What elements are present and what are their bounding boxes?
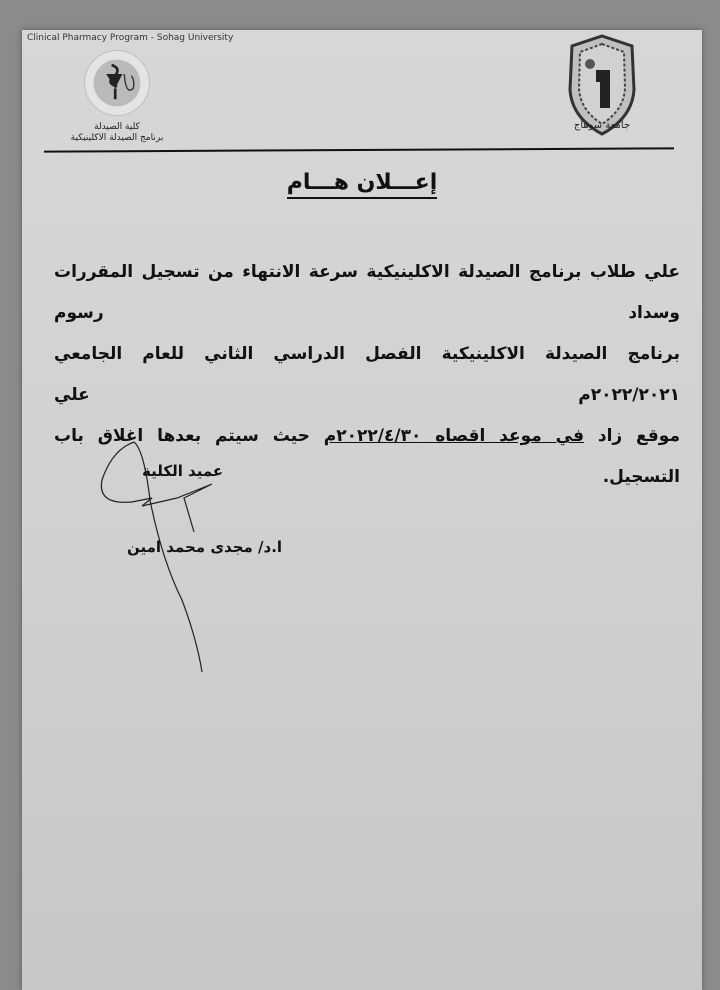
header-divider (44, 147, 674, 152)
faculty-name (42, 122, 192, 144)
clinical-pharmacy-program-logo (81, 47, 153, 119)
signatory-title: عميد الكلية (142, 462, 224, 480)
body-line-1: علي طلاب برنامج الصيدلة الاكلينيكية سرعة الانتهاء من تسجيل المقررات وسداد رسوم (54, 262, 680, 323)
faculty-label: كلية الصيدلة (94, 122, 140, 132)
announcement-title (22, 170, 702, 195)
logo-text: Clinical Pharmacy Program - Sohag University (27, 33, 234, 43)
title-text: إعـــلان هـــام (287, 170, 437, 199)
body-line-2: برنامج الصيدلة الاكلينيكية الفصل الدراسي الثاني للعام الجامعي ٢٠٢٢/٢٠٢١م علي (54, 344, 680, 405)
university-name: جامعة سوهاج (573, 120, 631, 131)
document-page (22, 30, 702, 990)
body-line-3-end: حيث سيتم بعدها اغلاق باب التسجيل. (54, 426, 680, 487)
body-line-3-start: موقع زاد (584, 426, 680, 446)
program-label: برنامج الصيدلة الاكلينيكية (70, 133, 164, 143)
signatory-name: ا.د/ مجدى محمد امين (127, 538, 283, 556)
deadline-text: في موعد اقصاه ٢٠٢٢/٤/٣٠م (323, 426, 584, 446)
